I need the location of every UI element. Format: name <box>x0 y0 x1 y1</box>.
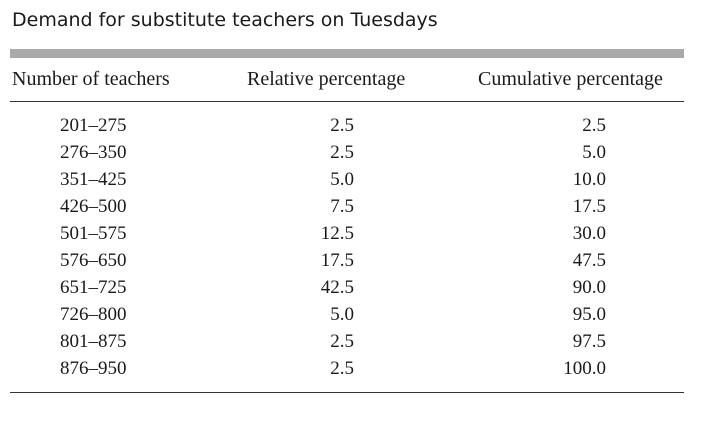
cumulative-cell: 5.0 <box>582 142 606 163</box>
range-cell: 426–500 <box>60 196 127 217</box>
table-row <box>0 277 703 304</box>
range-cell: 351–425 <box>60 169 127 190</box>
cumulative-cell: 95.0 <box>572 304 606 325</box>
header-relative-percentage: Relative percentage <box>247 68 406 90</box>
cumulative-cell: 97.5 <box>572 331 606 352</box>
range-cell: 276–350 <box>60 142 127 163</box>
relative-cell: 12.5 <box>320 223 354 244</box>
cumulative-cell: 90.0 <box>572 277 606 298</box>
relative-cell: 2.5 <box>330 115 354 136</box>
range-cell: 201–275 <box>60 115 127 136</box>
relative-cell: 17.5 <box>320 250 354 271</box>
range-cell: 726–800 <box>60 304 127 325</box>
cumulative-cell: 30.0 <box>572 223 606 244</box>
table-row <box>0 196 703 223</box>
cumulative-cell: 10.0 <box>572 169 606 190</box>
bottom-rule <box>10 392 684 393</box>
relative-cell: 5.0 <box>330 169 354 190</box>
table-row <box>0 169 703 196</box>
relative-cell: 7.5 <box>330 196 354 217</box>
cumulative-cell: 17.5 <box>572 196 606 217</box>
cumulative-cell: 47.5 <box>572 250 606 271</box>
relative-cell: 5.0 <box>330 304 354 325</box>
table-row <box>0 331 703 358</box>
table-row <box>0 250 703 277</box>
cumulative-cell: 100.0 <box>563 358 606 379</box>
relative-cell: 42.5 <box>320 277 354 298</box>
range-cell: 576–650 <box>60 250 127 271</box>
range-cell: 801–875 <box>60 331 127 352</box>
header-rule <box>10 101 684 102</box>
relative-cell: 2.5 <box>330 331 354 352</box>
relative-cell: 2.5 <box>330 142 354 163</box>
range-cell: 876–950 <box>60 358 127 379</box>
table-row <box>0 115 703 142</box>
table-row <box>0 142 703 169</box>
top-rule <box>10 49 684 58</box>
header-cumulative-percentage: Cumulative percentage <box>478 68 663 90</box>
table-row <box>0 304 703 331</box>
header-number-of-teachers: Number of teachers <box>12 68 170 90</box>
table-body <box>0 115 703 385</box>
table-row <box>0 358 703 385</box>
relative-cell: 2.5 <box>330 358 354 379</box>
table-title: Demand for substitute teachers on Tuesdays <box>12 9 438 31</box>
range-cell: 501–575 <box>60 223 127 244</box>
range-cell: 651–725 <box>60 277 127 298</box>
cumulative-cell: 2.5 <box>582 115 606 136</box>
table-row <box>0 223 703 250</box>
